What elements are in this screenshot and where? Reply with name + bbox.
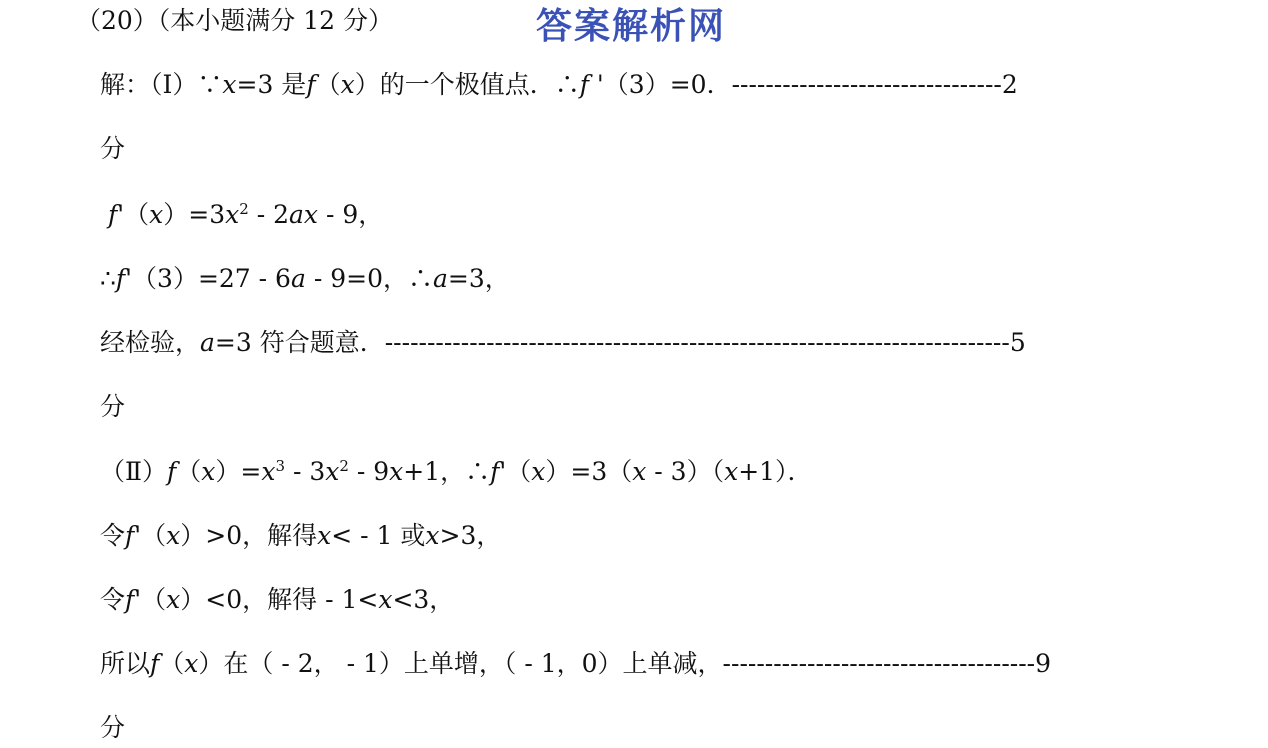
solution-line-4: ∴f'（3）=27 - 6a - 9=0，∴a=3， [100, 264, 510, 293]
solution-line-8: 令f'（x）>0，解得x< - 1 或x>3， [100, 521, 502, 550]
solution-line-5: 经检验，a=3 符合题意．--------------------------------------------------------------------------5 [100, 328, 1026, 357]
solution-line-11: 分 [100, 713, 126, 742]
solution-line-1: 解：（Ⅰ）∵x=3 是f（x）的一个极值点．∴f '（3）=0．--------------------------------2 [100, 70, 1018, 99]
solution-line-9: 令f'（x）<0，解得 - 1<x<3， [100, 585, 455, 614]
solution-line-7: $(Ⅱ)f(x)=x^3 - 3x^2 - 9x+1$，∴f'（x）=3（x - 3）（x+1）． [100, 457, 813, 486]
solution-line-6: 分 [100, 392, 126, 421]
solution-line-10: 所以f（x）在（ - 2， - 1）上单增，（ - 1，0）上单减，-------------------------------------9 [100, 649, 1052, 678]
problem-label: （20）（本小题满分 12 分） [76, 6, 394, 35]
watermark-logo: 答案解析网 [536, 6, 727, 47]
solution-line-3: $f'(x)=3x^2 - 2ax - 9$， [108, 200, 384, 229]
solution-line-2: 分 [100, 134, 126, 163]
